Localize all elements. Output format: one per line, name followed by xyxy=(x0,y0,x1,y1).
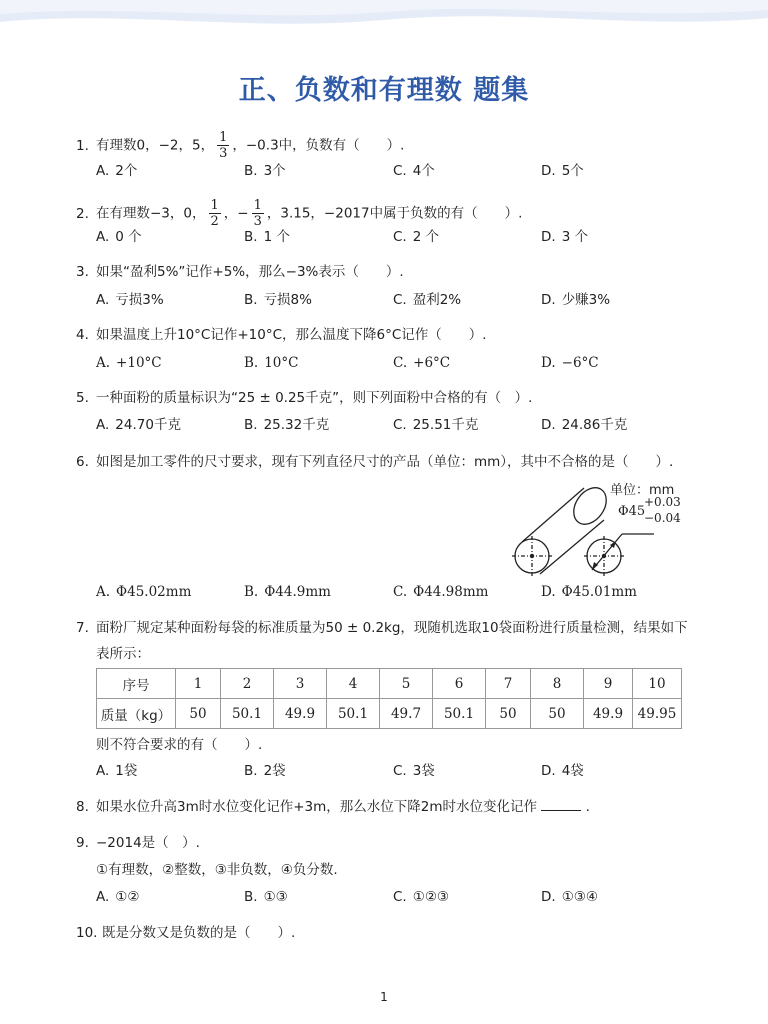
table-cell: 1 xyxy=(176,669,221,699)
question-number: 10. xyxy=(76,925,98,941)
option-label: C. xyxy=(393,163,407,179)
table-cell: 50.1 xyxy=(221,699,274,729)
question-number: 1. xyxy=(76,137,89,154)
denominator: 2 xyxy=(210,214,219,229)
question-text: 如果“盈利5%”记作+5%，那么−3%表示（ ）. xyxy=(96,264,404,280)
question-text: 如果温度上升10°C记作+10°C，那么温度下降6°C记作（ ）. xyxy=(96,327,487,343)
question-number: 5. xyxy=(76,390,89,406)
cylinder-part-figure xyxy=(508,478,688,580)
option-label: A. xyxy=(96,355,111,371)
option-a[interactable] xyxy=(96,762,137,780)
question-number: 8. xyxy=(76,799,89,815)
option-label: A. xyxy=(96,584,111,600)
figure-upper-tolerance: +0.03 xyxy=(644,495,681,509)
option-text: Φ45.02mm xyxy=(116,584,192,600)
option-label: D. xyxy=(541,763,556,779)
option-text: 2个 xyxy=(115,163,138,179)
option-d[interactable] xyxy=(541,888,598,906)
denominator: 3 xyxy=(253,214,262,229)
option-label: B. xyxy=(244,417,258,433)
option-label: C. xyxy=(393,763,407,779)
option-label: C. xyxy=(393,584,408,600)
option-text: Φ45.01mm xyxy=(561,584,637,600)
table-cell: 49.9 xyxy=(274,699,327,729)
denominator: 3 xyxy=(219,146,228,161)
option-a[interactable] xyxy=(96,291,164,309)
option-text: +6°C xyxy=(413,355,451,371)
numerator: 1 xyxy=(210,198,219,213)
option-label: D. xyxy=(541,889,556,905)
option-label: C. xyxy=(393,292,407,308)
option-text: Φ44.9mm xyxy=(264,584,331,600)
option-text: 1袋 xyxy=(115,763,138,779)
question-7-continued: 表所示： xyxy=(96,646,150,662)
option-a[interactable] xyxy=(96,228,142,246)
option-text: ①②③ xyxy=(412,889,450,905)
option-label: A. xyxy=(96,229,110,245)
option-text: 2 个 xyxy=(412,229,440,245)
option-label: D. xyxy=(541,163,556,179)
question-text: 如图是加工零件的尺寸要求，现有下列直径尺寸的产品（单位：mm），其中不合格的是（ ）. xyxy=(96,454,674,470)
option-text: ①③ xyxy=(263,889,288,905)
question-text: 面粉厂规定某种面粉每袋的标准质量为50 ± 0.2kg，现随机选取10袋面粉进行质量检测，结果如下 xyxy=(96,620,688,636)
option-b[interactable] xyxy=(244,583,331,601)
question-text: 在有理数−3，0， xyxy=(96,205,206,222)
page-title: 正、负数和有理数 题集 xyxy=(238,75,530,106)
option-text: Φ44.98mm xyxy=(413,584,489,600)
option-label: D. xyxy=(541,229,556,245)
table-cell: 49.7 xyxy=(380,699,433,729)
question-10 xyxy=(76,924,295,942)
table-cell: 49.9 xyxy=(584,699,633,729)
fraction xyxy=(217,130,229,161)
figure-lower-tolerance: −0.04 xyxy=(644,511,681,525)
option-c[interactable] xyxy=(393,291,461,309)
figure-diameter-label: Φ45 xyxy=(618,504,646,519)
question-number: 7. xyxy=(76,620,89,636)
option-text: 盈利2% xyxy=(412,292,462,308)
option-b[interactable] xyxy=(244,888,288,906)
option-d[interactable] xyxy=(541,416,627,434)
option-label: B. xyxy=(244,163,258,179)
option-b[interactable] xyxy=(244,416,329,434)
question-text: ，− xyxy=(223,205,249,222)
question-4 xyxy=(76,326,487,344)
option-label: A. xyxy=(96,417,110,433)
table-cell: 50.1 xyxy=(327,699,380,729)
numerator: 1 xyxy=(253,198,262,213)
option-label: C. xyxy=(393,355,408,371)
option-label: D. xyxy=(541,417,556,433)
option-label: B. xyxy=(244,292,258,308)
option-a[interactable] xyxy=(96,354,162,372)
answer-blank[interactable] xyxy=(541,798,581,811)
option-text: 5个 xyxy=(561,163,584,179)
fraction xyxy=(252,198,264,229)
question-text: ，3.15，−2017中属于负数的有（ ）. xyxy=(266,205,523,222)
option-text: 24.70千克 xyxy=(115,417,181,433)
question-2 xyxy=(76,198,522,229)
question-8 xyxy=(76,798,590,816)
option-b[interactable] xyxy=(244,354,298,372)
option-label: B. xyxy=(244,889,258,905)
option-label: C. xyxy=(393,229,407,245)
option-label: C. xyxy=(393,417,407,433)
table-cell: 8 xyxy=(531,669,584,699)
table-cell: 50 xyxy=(531,699,584,729)
option-d[interactable] xyxy=(541,583,637,601)
question-text: 如果水位升高3m时水位变化记作+3m，那么水位下降2m时水位变化记作 xyxy=(96,799,538,815)
header-wave-decoration xyxy=(0,0,768,40)
option-label: D. xyxy=(541,355,556,371)
question-text: 既是分数又是负数的是（ ）. xyxy=(102,925,296,941)
option-d[interactable] xyxy=(541,162,584,180)
option-a[interactable] xyxy=(96,583,191,601)
option-text: 0 个 xyxy=(115,229,142,245)
option-text: −6°C xyxy=(561,355,599,371)
option-text: 4个 xyxy=(412,163,435,179)
question-text: . xyxy=(585,799,590,815)
option-c[interactable] xyxy=(393,228,439,246)
option-d[interactable] xyxy=(541,228,588,246)
question-number: 4. xyxy=(76,327,89,343)
option-label: D. xyxy=(541,292,556,308)
option-label: B. xyxy=(244,584,259,600)
option-label: A. xyxy=(96,163,110,179)
table-cell: 2 xyxy=(221,669,274,699)
question-3 xyxy=(76,263,404,281)
option-text: ①③④ xyxy=(561,889,598,905)
table-row xyxy=(97,699,682,729)
option-b[interactable] xyxy=(244,228,290,246)
table-cell: 7 xyxy=(486,669,531,699)
option-c[interactable] xyxy=(393,888,449,906)
mass-data-table xyxy=(96,668,682,729)
table-cell: 3 xyxy=(274,669,327,699)
option-d[interactable] xyxy=(541,762,584,780)
option-c[interactable] xyxy=(393,583,488,601)
option-text: ①② xyxy=(115,889,140,905)
question-text: −2014是（ ）. xyxy=(96,835,200,851)
option-a[interactable] xyxy=(96,888,140,906)
table-cell: 10 xyxy=(633,669,682,699)
table-cell: 4 xyxy=(327,669,380,699)
option-d[interactable] xyxy=(541,291,610,309)
question-text: 一种面粉的质量标识为“25 ± 0.25千克”，则下列面粉中合格的有（ ）. xyxy=(96,390,533,406)
option-c[interactable] xyxy=(393,354,450,372)
question-text: 有理数0，−2，5， xyxy=(96,137,215,154)
option-label: A. xyxy=(96,763,110,779)
option-text: 少赚3% xyxy=(561,292,611,308)
table-header-cell: 序号 xyxy=(97,669,176,699)
option-b[interactable] xyxy=(244,291,312,309)
option-label: C. xyxy=(393,889,407,905)
option-text: 4袋 xyxy=(561,763,584,779)
question-9-statements: ①有理数，②整数，③非负数，④负分数. xyxy=(96,862,338,878)
option-text: 3个 xyxy=(263,163,286,179)
option-text: 10°C xyxy=(264,355,299,371)
option-text: 3 个 xyxy=(561,229,589,245)
option-label: B. xyxy=(244,229,258,245)
question-6 xyxy=(76,453,673,471)
table-row xyxy=(97,669,682,699)
option-text: 亏损3% xyxy=(115,292,164,308)
question-1 xyxy=(76,130,404,161)
option-label: D. xyxy=(541,584,556,600)
question-7-followup: 则不符合要求的有（ ）. xyxy=(96,737,263,753)
option-c[interactable] xyxy=(393,762,435,780)
table-cell: 50 xyxy=(176,699,221,729)
fraction xyxy=(209,198,221,229)
option-d[interactable] xyxy=(541,354,599,372)
option-text: 1 个 xyxy=(263,229,290,245)
question-number: 3. xyxy=(76,264,89,280)
option-c[interactable] xyxy=(393,162,435,180)
question-7 xyxy=(76,619,688,637)
question-text: ，−0.3中，负数有（ ）. xyxy=(232,137,405,154)
option-label: B. xyxy=(244,763,258,779)
table-cell: 5 xyxy=(380,669,433,699)
option-a[interactable] xyxy=(96,162,137,180)
option-text: +10°C xyxy=(116,355,162,371)
option-a[interactable] xyxy=(96,416,181,434)
table-cell: 50 xyxy=(486,699,531,729)
question-9 xyxy=(76,834,200,852)
option-text: 25.32千克 xyxy=(263,417,330,433)
option-b[interactable] xyxy=(244,762,286,780)
option-text: 2袋 xyxy=(263,763,286,779)
option-c[interactable] xyxy=(393,416,478,434)
option-text: 24.86千克 xyxy=(561,417,628,433)
option-label: A. xyxy=(96,292,110,308)
option-label: B. xyxy=(244,355,259,371)
table-header-cell: 质量（kg） xyxy=(97,699,176,729)
numerator: 1 xyxy=(219,130,228,145)
page-number: 1 xyxy=(380,990,388,1004)
question-number: 6. xyxy=(76,454,89,470)
table-cell: 9 xyxy=(584,669,633,699)
figure-unit-label: 单位：mm xyxy=(610,483,675,498)
question-number: 2. xyxy=(76,205,89,222)
option-text: 25.51千克 xyxy=(412,417,479,433)
question-number: 9. xyxy=(76,835,89,851)
option-b[interactable] xyxy=(244,162,286,180)
table-cell: 49.95 xyxy=(633,699,682,729)
option-label: A. xyxy=(96,889,110,905)
option-text: 亏损8% xyxy=(263,292,312,308)
question-5 xyxy=(76,389,532,407)
table-cell: 50.1 xyxy=(433,699,486,729)
option-text: 3袋 xyxy=(412,763,435,779)
table-cell: 6 xyxy=(433,669,486,699)
